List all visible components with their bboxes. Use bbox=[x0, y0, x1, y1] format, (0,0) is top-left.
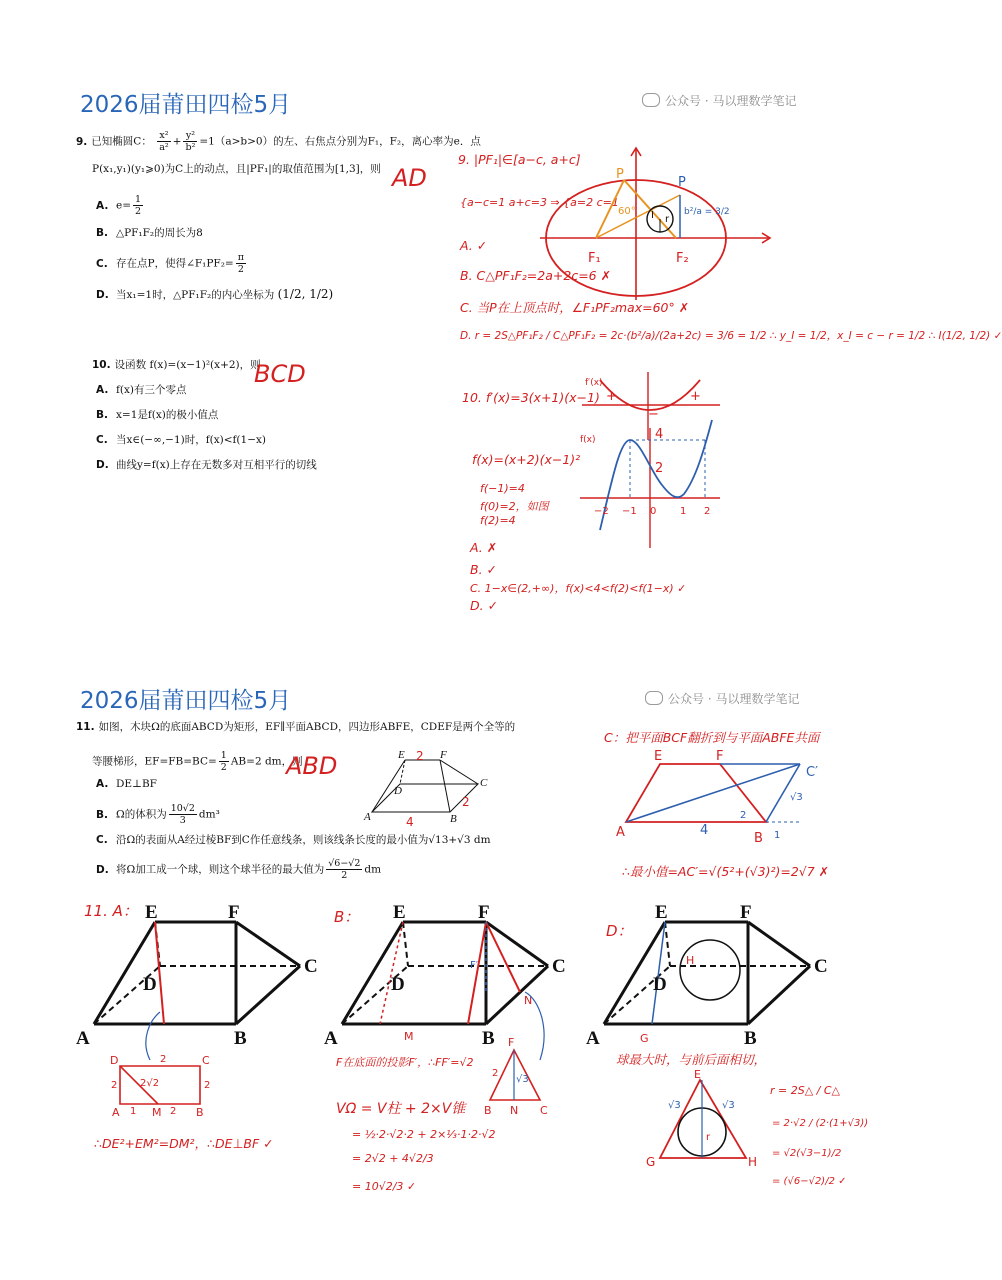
q11-note-d-f4: = (√6−√2)/2 ✓ bbox=[772, 1176, 847, 1187]
watermark-text-2: 公众号 · 马以理数学笔记 bbox=[668, 692, 800, 706]
svg-text:A: A bbox=[324, 1028, 338, 1049]
q9-stem-line2: P(x₁,y₁)(y₁⩾0)为C上的动点，且|PF₁|的取值范围为[1,3]，则 bbox=[92, 163, 381, 175]
svg-text:√3: √3 bbox=[516, 1074, 529, 1085]
page-title: 2026届莆田四检5月 bbox=[80, 92, 292, 118]
label-p2: P bbox=[678, 175, 686, 190]
svg-text:C: C bbox=[552, 956, 566, 977]
label-60: 60° bbox=[618, 206, 636, 217]
label-b2a: b²/a = 3/2 bbox=[684, 207, 730, 217]
label-r: r bbox=[665, 214, 670, 225]
svg-text:E: E bbox=[393, 902, 406, 923]
svg-text:G: G bbox=[640, 1032, 649, 1045]
q11-note-b-tag: B： bbox=[334, 908, 360, 926]
q11-option-b: B. Ω的体积为 $\frac{10√2}{3}$ dm³ bbox=[96, 803, 220, 826]
q9-frac1: $\frac{\text{x²}}{\text{a²}}$ bbox=[159, 130, 169, 153]
q11-option-c: C. 沿Ω的表面从A经过棱BF到C作任意线条，则该线条长度的最小值为√13+√3 dm bbox=[96, 834, 491, 846]
svg-text:2: 2 bbox=[704, 506, 711, 517]
q11-note-b-line4: = 2√2 + 4√2/3 bbox=[352, 1152, 434, 1165]
label-f1: F₁ bbox=[588, 251, 601, 266]
svg-text:2: 2 bbox=[462, 795, 470, 809]
svg-text:E: E bbox=[694, 1068, 701, 1081]
svg-text:C: C bbox=[304, 956, 318, 977]
q10-note-c: C. 1−x∈(2,+∞)，f(x)<4<f(2)<f(1−x) ✓ bbox=[470, 582, 687, 595]
svg-text:G: G bbox=[646, 1155, 656, 1169]
svg-text:C: C bbox=[540, 1104, 548, 1117]
q11-note-left-tag: 11. A： bbox=[84, 902, 138, 920]
q10-option-c: C. 当x∈(−∞,−1)时，f(x)<f(1−x) bbox=[96, 434, 267, 446]
svg-text:D: D bbox=[391, 974, 405, 995]
svg-text:D: D bbox=[653, 974, 667, 995]
svg-text:√3: √3 bbox=[668, 1100, 681, 1111]
svg-text:f′(x): f′(x) bbox=[585, 378, 603, 388]
svg-text:2√2: 2√2 bbox=[140, 1078, 160, 1089]
q9-option-d: D. 当x₁=1时，△PF₁F₂的内心坐标为 (1/2, 1/2) bbox=[96, 287, 334, 301]
q10-note-vals1: f(−1)=4 bbox=[480, 482, 525, 495]
svg-text:C: C bbox=[480, 777, 488, 789]
q11-note-d-tag: D： bbox=[606, 922, 633, 940]
svg-text:F: F bbox=[228, 902, 240, 923]
q11-note-b-line5: = 10√2/3 ✓ bbox=[352, 1180, 417, 1193]
svg-text:A: A bbox=[112, 1106, 120, 1119]
q11-option-d: D. 将Ω加工成一个球，则这个球半径的最大值为 $\frac{√6-√2}{2}$ dm bbox=[96, 858, 382, 881]
svg-text:D: D bbox=[110, 1054, 119, 1067]
q9-option-a: A. e= $\frac{1}{2}$ bbox=[96, 194, 142, 217]
svg-text:2: 2 bbox=[655, 461, 664, 476]
svg-text:2: 2 bbox=[416, 749, 424, 763]
label-f2: F₂ bbox=[676, 251, 689, 266]
svg-text:B: B bbox=[234, 1028, 247, 1049]
svg-text:M: M bbox=[404, 1030, 414, 1043]
q9-frac2: $\frac{\text{y²}}{\text{b²}}$ bbox=[185, 130, 196, 153]
svg-text:1: 1 bbox=[130, 1106, 137, 1117]
q10-stem: 10. 设函数 f(x)=(x−1)²(x+2)，则 bbox=[92, 359, 261, 371]
q10-note-d: D. ✓ bbox=[470, 598, 499, 613]
q9-note-d: D. r = 2S△PF₁F₂ / C△PF₁F₂ = 2c·(b²/a)/(2a+2c) = 3/6 = 1/2 ∴ y_I = 1/2，x_I = c − r = 1/2 ∴ I(1/2, 1/2) ✓ bbox=[460, 330, 1002, 342]
svg-text:−2: −2 bbox=[594, 506, 609, 517]
svg-text:4: 4 bbox=[700, 823, 709, 838]
svg-text:B: B bbox=[484, 1104, 492, 1117]
svg-text:2: 2 bbox=[170, 1106, 177, 1117]
svg-text:F: F bbox=[478, 902, 490, 923]
q10-option-b: B. x=1是f(x)的极小值点 bbox=[96, 409, 219, 421]
q9-note-c: C. 当P在上顶点时，∠F₁PF₂max=60° ✗ bbox=[460, 300, 690, 315]
svg-text:2: 2 bbox=[204, 1080, 211, 1091]
q9-note-sys: {a−c=1 a+c=3 ⇒ {a=2 c=1 bbox=[460, 196, 619, 209]
svg-text:N: N bbox=[524, 994, 533, 1007]
svg-text:1: 1 bbox=[680, 506, 687, 517]
svg-text:M: M bbox=[152, 1106, 162, 1119]
svg-text:B: B bbox=[482, 1028, 495, 1049]
svg-text:A: A bbox=[364, 811, 371, 823]
svg-text:H: H bbox=[686, 954, 695, 967]
q10-answer: BCD bbox=[254, 360, 306, 388]
q11-note-a-conc: ∴DE²+EM²=DM²，∴DE⊥BF ✓ bbox=[94, 1136, 274, 1151]
svg-text:+: + bbox=[690, 389, 701, 404]
q9-note-b: B. C△PF₁F₂=2a+2c=6 ✗ bbox=[460, 268, 612, 283]
svg-text:0: 0 bbox=[650, 506, 657, 517]
q9-stem-c: =1（a>b>0）的左、右焦点分别为F₁，F₂，离心率为e．点 bbox=[199, 135, 481, 148]
q11-answer: ABD bbox=[286, 752, 338, 780]
svg-text:√3: √3 bbox=[722, 1100, 735, 1111]
q9-stem-a: 已知椭圆 bbox=[91, 135, 134, 148]
svg-text:−1: −1 bbox=[622, 506, 637, 517]
q10-option-d: D. 曲线y=f(x)上存在无数多对互相平行的切线 bbox=[96, 459, 317, 471]
svg-text:f(x): f(x) bbox=[580, 435, 596, 445]
svg-text:2: 2 bbox=[740, 810, 747, 821]
q11-note-d-f1: r = 2S△ / C△ bbox=[770, 1084, 841, 1097]
svg-text:F: F bbox=[440, 749, 447, 761]
svg-text:E: E bbox=[655, 902, 668, 923]
svg-text:B: B bbox=[754, 831, 763, 846]
q11-note-b-line2: VΩ = V柱 + 2×V锥 bbox=[336, 1101, 466, 1117]
q11-note-d-f3: = √2(√3−1)/2 bbox=[772, 1148, 842, 1159]
q11-stem-line1: 11. 如图，木块Ω的底面ABCD为矩形，EF∥平面ABCD，四边形ABFE，CDEF是两个全等的 bbox=[76, 721, 516, 733]
q11-note-d-f2: = 2·√2 / (2·(1+√3)) bbox=[772, 1118, 869, 1129]
svg-text:4: 4 bbox=[406, 815, 414, 829]
svg-text:2: 2 bbox=[160, 1054, 167, 1065]
q9-option-c: C. 存在点P，使得∠F₁PF₂= $\frac{\pi}{2}$ bbox=[96, 252, 244, 275]
q10-note-vals2: f(0)=2，如图 bbox=[480, 500, 549, 513]
label-p: P bbox=[616, 167, 624, 182]
q11-option-a: A. DE⊥BF bbox=[96, 778, 157, 790]
label-i: I bbox=[651, 210, 654, 221]
watermark-text: 公众号 · 马以理数学笔记 bbox=[665, 94, 797, 108]
q9-stem-b: C： bbox=[133, 135, 152, 148]
page-title-2: 2026届莆田四检5月 bbox=[80, 688, 292, 714]
svg-text:A: A bbox=[76, 1028, 90, 1049]
q10-note-vals3: f(2)=4 bbox=[480, 514, 516, 527]
q10-note-a: A. ✗ bbox=[470, 540, 498, 555]
svg-text:C: C bbox=[202, 1054, 210, 1067]
svg-text:D: D bbox=[394, 785, 402, 797]
q11-note-c-title: C：把平面BCF翻折到与平面ABFE共面 bbox=[604, 730, 820, 745]
q11-note-c-conc: ∴最小值=AC′=√(5²+(√3)²)=2√7 ✗ bbox=[622, 864, 830, 879]
svg-text:E: E bbox=[145, 902, 158, 923]
svg-text:4: 4 bbox=[655, 427, 664, 442]
q11-note-b-line3: = ½·2·√2·2 + 2×⅓·1·2·√2 bbox=[352, 1128, 496, 1141]
svg-text:C: C bbox=[814, 956, 828, 977]
svg-text:E: E bbox=[398, 749, 405, 761]
svg-text:A: A bbox=[586, 1028, 600, 1049]
svg-text:B: B bbox=[744, 1028, 757, 1049]
q10-note-deriv: 10. f′(x)=3(x+1)(x−1) bbox=[462, 390, 600, 405]
svg-text:B: B bbox=[450, 813, 457, 825]
svg-text:F: F bbox=[508, 1036, 515, 1049]
svg-text:C′: C′ bbox=[806, 765, 819, 780]
svg-text:F: F bbox=[740, 902, 752, 923]
svg-text:−: − bbox=[648, 407, 659, 422]
svg-text:2: 2 bbox=[111, 1080, 118, 1091]
svg-text:r: r bbox=[706, 1132, 711, 1143]
q9-answer: AD bbox=[392, 164, 427, 192]
q9-note-a: A. ✓ bbox=[460, 238, 488, 253]
q9-option-b: B. △PF₁F₂的周长为8 bbox=[96, 227, 203, 239]
q10-note-fx: f(x)=(x+2)(x−1)² bbox=[472, 452, 581, 467]
svg-text:E: E bbox=[654, 749, 663, 764]
svg-text:√3: √3 bbox=[790, 792, 803, 803]
svg-text:D: D bbox=[143, 974, 157, 995]
svg-text:F: F bbox=[716, 749, 724, 764]
svg-text:1: 1 bbox=[774, 830, 781, 841]
q11-stem-line2: 等腰梯形，EF=FB=BC= $\frac{1}{2}$ AB=2 dm，则 bbox=[92, 750, 303, 773]
svg-text:+: + bbox=[606, 389, 617, 404]
q9-number: 9. bbox=[76, 135, 88, 148]
svg-text:H: H bbox=[748, 1155, 758, 1169]
svg-text:B: B bbox=[196, 1106, 204, 1119]
svg-text:A: A bbox=[616, 825, 625, 840]
svg-text:N: N bbox=[510, 1104, 519, 1117]
q9-stem-line1: 9. 已知椭圆C： $\frac{\text{x²}}{\text{a²}}$ + $\frac{\text{y²}}{\text{b²}}$ =1（a>b>0）的左、右焦点分别为F₁，F₂，离心率为e．点 bbox=[76, 130, 481, 153]
svg-text:2: 2 bbox=[492, 1068, 499, 1079]
q10-option-a: A. f(x)有三个零点 bbox=[96, 384, 187, 396]
q11-note-d-line1: 球最大时，与前后面相切， bbox=[616, 1052, 767, 1067]
q10-note-b: B. ✓ bbox=[470, 562, 497, 577]
q11-note-b-line1: F在底面的投影F′，∴FF′=√2 bbox=[336, 1056, 474, 1069]
svg-text:F′: F′ bbox=[470, 960, 479, 971]
q9-note-head: 9. |PF₁|∈[a−c, a+c] bbox=[458, 152, 581, 167]
